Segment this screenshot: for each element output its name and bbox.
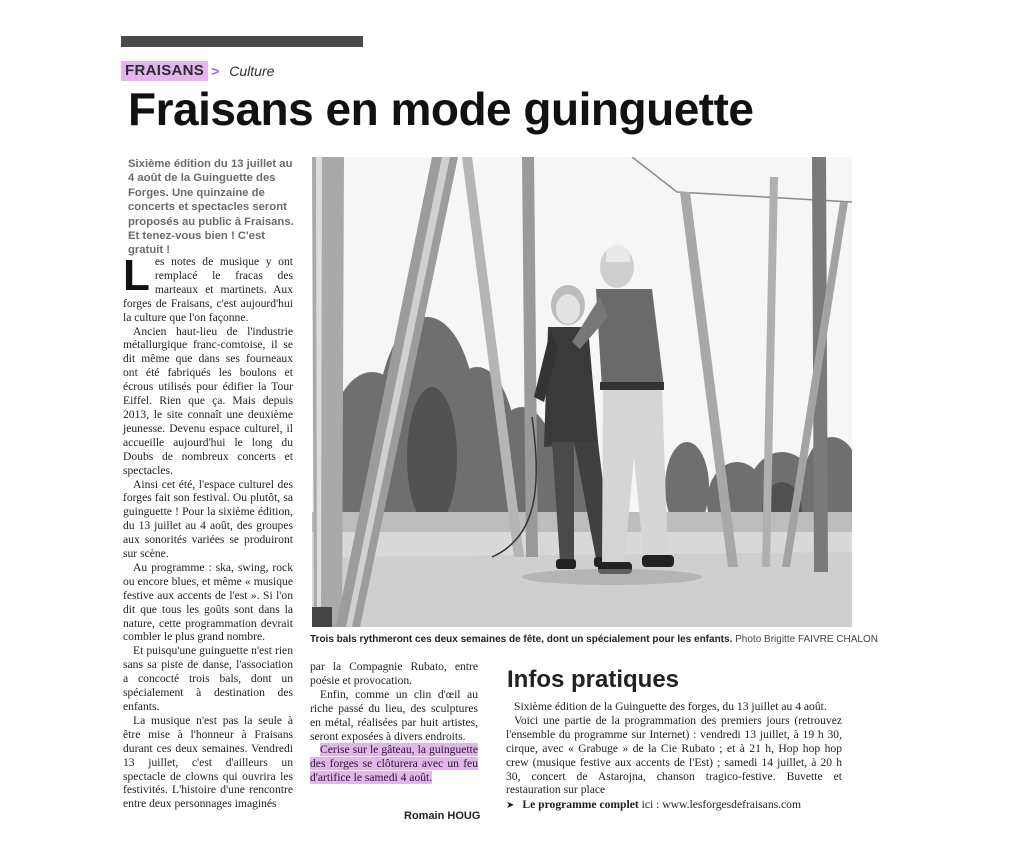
paragraph-4: Au programme : ska, swing, rock ou encore blues, et même « musique festive aux accents de l'est ». Si l'on dit que tous les goûts sont dans la nature, cette programmation devrait combler le plus grand nombre. bbox=[123, 560, 293, 644]
paragraph-7: par la Compagnie Rubato, entre poésie et provocation. bbox=[310, 660, 478, 687]
location-tag: FRAISANS bbox=[121, 61, 208, 81]
paragraph-2: Ancien haut-lieu de l'industrie métallurgique franc-comtoise, il se dit même que dans ses fourneaux ont été fabriqués les boulons et écrous utilisés pour édifier la Tour Eiffel. Rien que ça. Mais depuis 2013, le site connaît une deuxième jeunesse. Devenu espace culturel, il accueille aujourd'hui le long du Doubs de nombreux concerts et spectacles. bbox=[123, 324, 293, 477]
paragraph-3: Ainsi cet été, l'espace culturel des forges fait son festival. Ou plutôt, sa guinguette ! Pour la sixième édition, du 13 juillet au 4 août, des groupes aux sonorités variées se produiront sur scène. bbox=[123, 477, 293, 561]
program-link-url: ici : www.lesforgesdefraisans.com bbox=[638, 798, 802, 812]
chevron-right-icon: > bbox=[211, 63, 220, 79]
paragraph-5: Et puisqu'une guinguette n'est rien sans sa piste de danse, l'association a concocté trois bals, dont un spécialement à destination des enfants. bbox=[123, 644, 293, 713]
paragraph-9 bbox=[310, 743, 478, 785]
program-link-label: Le programme complet bbox=[522, 798, 639, 812]
section-rubric: Culture bbox=[229, 63, 275, 79]
infos-title: Infos pratiques bbox=[507, 666, 680, 693]
top-rule bbox=[121, 36, 363, 47]
article-column-1 bbox=[123, 251, 293, 811]
infos-paragraph-1: Sixième édition de la Guinguette des forges, du 13 juillet au 4 août. bbox=[514, 700, 827, 713]
photo-credit: Photo Brigitte FAIVRE CHALON bbox=[735, 634, 878, 645]
highlighted-text: Cerise sur le gâteau, la guinguette des forges se clôturera avec un feu d'artifice le samedi 4 août. bbox=[310, 743, 478, 785]
paragraph-6: La musique n'est pas la seule à être mise à l'honneur à Fraisans durant ces deux semaines. Vendredi 13 juillet, c'est d'ailleurs un spectacle de clowns qui ouvrira les festivités. L'histoire d'une rencontre entre deux personnages imaginés bbox=[123, 713, 293, 811]
paragraph-1: Les notes de musique y ont remplacé le fracas des marteaux et martinets. Aux forges de Fraisans, c'est aujourd'hui la culture que l'on façonne. bbox=[123, 251, 293, 324]
kicker bbox=[121, 60, 274, 82]
headline: Fraisans en mode guinguette bbox=[128, 83, 754, 135]
dancing-couple-photo bbox=[312, 157, 852, 627]
photo-illustration bbox=[312, 157, 852, 627]
arrow-right-icon: ➤ bbox=[506, 800, 515, 812]
author-byline: Romain HOUG bbox=[404, 810, 481, 822]
paragraph-8: Enfin, comme un clin d'œil au riche passé du lieu, des sculptures en métal, réalisées par huit artistes, seront exposées à divers endroits. bbox=[310, 687, 478, 743]
drop-cap: L bbox=[123, 251, 150, 300]
article-column-2 bbox=[310, 660, 478, 785]
photo-caption: Trois bals rythmeront ces deux semaines de fête, dont un spécialement pour les enfants. Photo Brigitte FAIVRE CHALON bbox=[310, 634, 878, 645]
infos-paragraph-2: Voici une partie de la programmation des premiers jours (retrouvez l'ensemble du programme sur Internet) : vendredi 13 juillet, à 19 h 30, cirque, avec « Grabuge » de la Cie Rubato ; et à 21 h, Hop hop hop crew (musique festive aux accents de l'Est) ; samedi 14 juillet, à 20 h 30, concert de Astarojna, chanson tragico-festive. Buvette et restauration sur place bbox=[506, 713, 842, 797]
standfirst: Sixième édition du 13 juillet au 4 août de la Guinguette des Forges. Une quinzaine de concerts et spectacles seront proposés au public à Fraisans. Et tenez-vous bien ! C'est gratuit ! bbox=[128, 158, 294, 257]
infos-box bbox=[506, 700, 842, 813]
program-link-line bbox=[506, 798, 842, 813]
